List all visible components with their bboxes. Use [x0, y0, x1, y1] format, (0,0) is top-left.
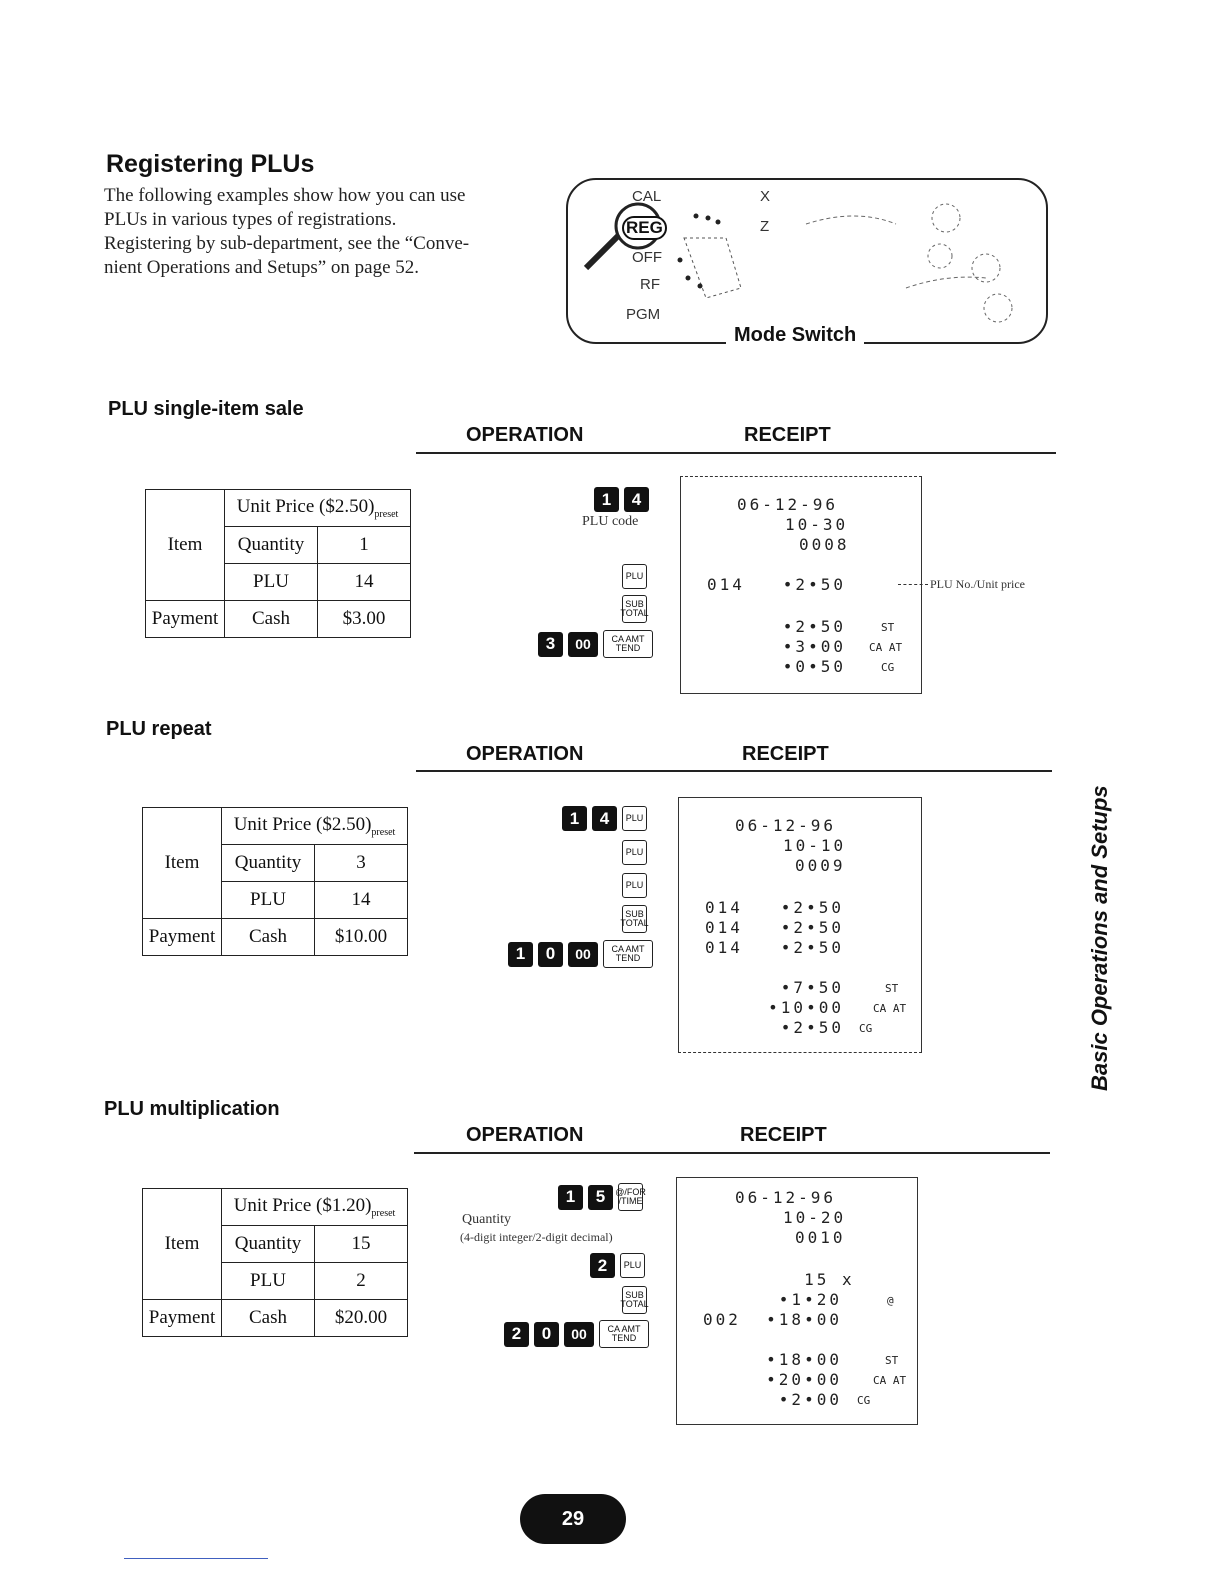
- receipt-line-6: •2•50: [705, 1018, 844, 1037]
- plu-unit-price-annotation: PLU No./Unit price: [930, 577, 1025, 591]
- plu-value: 14: [318, 564, 411, 601]
- receipt-line-1: 014 •2•50: [707, 575, 846, 594]
- key-0: 0: [538, 942, 563, 967]
- receipt-time: 10-20: [783, 1208, 847, 1227]
- receipt-line-4: •0•50: [707, 657, 846, 676]
- mode-off-label: OFF: [632, 249, 662, 266]
- item-label: Item: [146, 490, 225, 601]
- mode-reg-label: REG: [622, 216, 667, 240]
- item-table-single-item: [145, 489, 411, 638]
- key-0: 0: [534, 1322, 559, 1347]
- cash-label: Cash: [222, 1300, 315, 1337]
- plu-value: 14: [315, 882, 408, 919]
- cash-label: Cash: [225, 601, 318, 638]
- unit-price-value: ($1.20): [316, 1195, 372, 1217]
- cash-value: $10.00: [315, 919, 408, 956]
- key-4: 4: [624, 487, 649, 512]
- key-2: 2: [504, 1322, 529, 1347]
- receipt-time: 10-30: [785, 515, 849, 534]
- key-1: 1: [594, 487, 619, 512]
- quantity-value: 1: [318, 527, 411, 564]
- item-table-multiplication: [142, 1188, 408, 1337]
- receipt-mark-2: ST: [881, 621, 895, 634]
- receipt-line-3: •3•00: [707, 637, 846, 656]
- operation-heading: OPERATION: [466, 743, 584, 765]
- ca-amt-tend-key: CA AMT TEND: [599, 1320, 649, 1348]
- plu-key: PLU: [622, 873, 647, 898]
- receipt-line-3: 014 •2•50: [705, 938, 844, 957]
- receipt-line-1: 15 x: [703, 1270, 855, 1289]
- receipt-heading: RECEIPT: [740, 1124, 827, 1146]
- plu-label: PLU: [225, 564, 318, 601]
- receipt-mark-3: CA AT: [869, 641, 903, 654]
- heading-rule: [414, 1152, 1050, 1154]
- receipt-heading: RECEIPT: [744, 424, 831, 446]
- receipt-single-item: [680, 476, 922, 694]
- mode-cal-label: CAL: [632, 188, 662, 205]
- receipt-line-5: •10•00: [705, 998, 844, 1017]
- receipt-consecutive: 0008: [799, 535, 850, 554]
- unit-price-value: ($2.50): [316, 814, 372, 836]
- receipt-consecutive: 0010: [795, 1228, 846, 1247]
- payment-label: Payment: [143, 1300, 222, 1337]
- payment-label: Payment: [146, 601, 225, 638]
- mode-rf-label: RF: [640, 276, 660, 293]
- unit-price-cell: Unit Price $(\$2.50)_{preset}$: [225, 490, 411, 527]
- receipt-mark-6: CG: [857, 1394, 871, 1407]
- cash-value: $20.00: [315, 1300, 408, 1337]
- receipt-mark-4: CG: [881, 661, 895, 674]
- intro-line-4: nient Operations and Setups” on page 52.: [104, 257, 420, 278]
- ca-amt-tend-key: CA AMT TEND: [603, 940, 653, 968]
- key-4: 4: [592, 806, 617, 831]
- receipt-line-5: •20•00: [703, 1370, 842, 1389]
- key-1: 1: [508, 942, 533, 967]
- quantity-note: Quantity: [462, 1212, 511, 1227]
- receipt-repeat: [678, 797, 922, 1053]
- receipt-line-2: 014 •2•50: [705, 918, 844, 937]
- section-title-multiplication: PLU multiplication: [104, 1098, 280, 1120]
- receipt-consecutive: 0009: [795, 856, 846, 875]
- section-title-repeat: PLU repeat: [106, 718, 212, 740]
- ca-amt-tend-key: CA AMT TEND: [603, 630, 653, 658]
- receipt-date: 06-12-96: [735, 816, 837, 835]
- operation-heading: OPERATION: [466, 1124, 584, 1146]
- receipt-line-4: •18•00: [703, 1350, 842, 1369]
- cash-value: $3.00: [318, 601, 411, 638]
- receipt-line-2: •2•50: [707, 617, 846, 636]
- plu-key: PLU: [622, 564, 647, 589]
- receipt-mark-4: ST: [885, 1354, 899, 1367]
- footer-rule: [124, 1558, 268, 1559]
- receipt-mark-5: CA AT: [873, 1002, 907, 1015]
- item-label: Item: [143, 808, 222, 919]
- receipt-line-6: •2•00: [703, 1390, 842, 1409]
- unit-price-cell: Unit Price $(\$2.50)_{preset}$: [222, 808, 408, 845]
- plu-key: PLU: [622, 840, 647, 865]
- receipt-mark-5: CA AT: [873, 1374, 907, 1387]
- item-table-repeat: [142, 807, 408, 956]
- operation-heading: OPERATION: [466, 424, 584, 446]
- receipt-mark-6: CG: [859, 1022, 873, 1035]
- plu-value: 2: [315, 1263, 408, 1300]
- intro-line-3: Registering by sub-department, see the “Conve-: [104, 233, 470, 254]
- subtotal-key: SUB TOTAL: [622, 595, 647, 623]
- intro-line-2: PLUs in various types of registrations.: [104, 209, 397, 230]
- receipt-mark-2: @: [887, 1294, 894, 1307]
- subtotal-key: SUB TOTAL: [622, 1286, 647, 1314]
- receipt-date: 06-12-96: [737, 495, 839, 514]
- unit-price-cell: Unit Price $(\$1.20)_{preset}$: [222, 1189, 408, 1226]
- plu-label: PLU: [222, 1263, 315, 1300]
- mode-pgm-label: PGM: [626, 306, 661, 323]
- side-section-title: Basic Operations and Setups: [1087, 785, 1112, 1091]
- heading-rule: [416, 452, 1056, 454]
- plu-key: PLU: [622, 806, 647, 831]
- receipt-line-1: 014 •2•50: [705, 898, 844, 917]
- subtotal-key: SUB TOTAL: [622, 905, 647, 933]
- key-2: 2: [590, 1253, 615, 1278]
- quantity-value: 3: [315, 845, 408, 882]
- quantity-label: Quantity: [222, 845, 315, 882]
- receipt-mark-4: ST: [885, 982, 899, 995]
- key-1: 1: [558, 1185, 583, 1210]
- key-1: 1: [562, 806, 587, 831]
- receipt-line-3: 002 •18•00: [703, 1310, 842, 1329]
- receipt-heading: RECEIPT: [742, 743, 829, 765]
- quantity-digits-note: (4-digit integer/2-digit decimal): [460, 1230, 613, 1244]
- section-title-single-item: PLU single-item sale: [108, 398, 304, 420]
- mode-switch-label: Mode Switch: [726, 324, 864, 347]
- key-00: 00: [568, 942, 598, 967]
- key-00: 00: [564, 1322, 594, 1347]
- receipt-line-4: •7•50: [705, 978, 844, 997]
- quantity-label: Quantity: [222, 1226, 315, 1263]
- heading-rule: [416, 770, 1052, 772]
- unit-price-value: ($2.50): [319, 496, 375, 518]
- page-number: 29: [520, 1494, 626, 1544]
- quantity-label: Quantity: [225, 527, 318, 564]
- plu-code-note: PLU code: [582, 514, 639, 529]
- plu-label: PLU: [222, 882, 315, 919]
- item-label: Item: [143, 1189, 222, 1300]
- mode-x-label: X: [760, 188, 771, 205]
- receipt-multiplication: [676, 1177, 918, 1425]
- key-3: 3: [538, 632, 563, 657]
- key-00: 00: [568, 632, 598, 657]
- for-time-key: @/FOR /TIME: [618, 1183, 643, 1211]
- plu-key: PLU: [620, 1253, 645, 1278]
- page-title: Registering PLUs: [106, 150, 315, 178]
- receipt-time: 10-10: [783, 836, 847, 855]
- receipt-date: 06-12-96: [735, 1188, 837, 1207]
- quantity-value: 15: [315, 1226, 408, 1263]
- intro-line-1: The following examples show how you can use: [104, 185, 466, 206]
- mode-z-label: Z: [760, 218, 770, 235]
- payment-label: Payment: [143, 919, 222, 956]
- annotation-leader: [898, 584, 928, 585]
- cash-label: Cash: [222, 919, 315, 956]
- receipt-line-2: •1•20: [703, 1290, 842, 1309]
- key-5: 5: [588, 1185, 613, 1210]
